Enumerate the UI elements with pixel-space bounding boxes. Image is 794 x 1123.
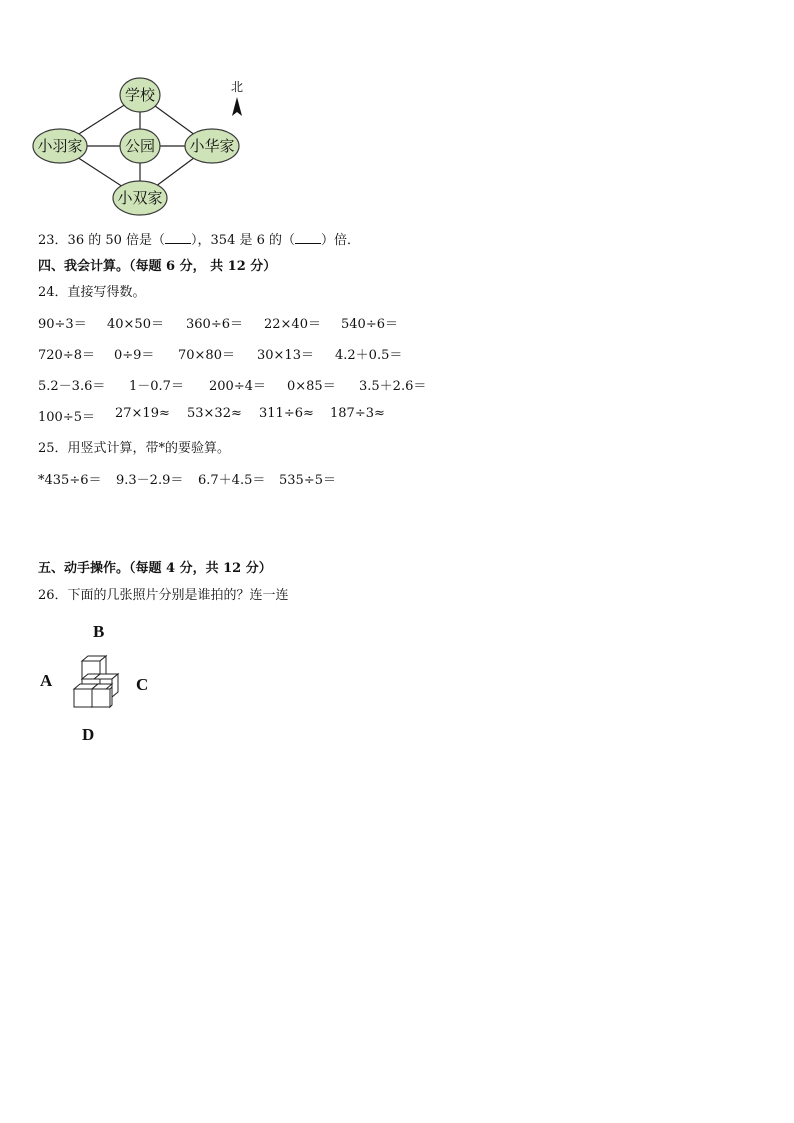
q24-item: 40×50＝: [107, 317, 164, 332]
question-24-title: 24．直接写得数。: [38, 285, 146, 300]
map-node-xiaohua-home: [185, 129, 239, 163]
q25-item: 535÷5＝: [279, 473, 336, 488]
q24-item: 4.2＋0.5＝: [335, 348, 403, 363]
north-indicator: [231, 80, 243, 116]
q24-item: 187÷3≈: [330, 406, 385, 421]
q24-item: 3.5＋2.6＝: [359, 379, 427, 394]
q24-item: 27×19≈: [115, 406, 170, 421]
map-node-school: [120, 78, 160, 112]
q24-item: 540÷6＝: [341, 317, 398, 332]
q25-item: *435÷6＝: [38, 473, 102, 488]
q24-item: 311÷6≈: [259, 406, 314, 421]
view-label-c: C: [136, 675, 149, 694]
q24-item: 90÷3＝: [38, 317, 87, 332]
node-label-xiaoshuang-home: 小双家: [117, 189, 163, 207]
view-label-d: D: [82, 725, 95, 744]
map-node-park: [120, 129, 160, 163]
q24-item: 70×80＝: [178, 348, 235, 363]
q24-item: 5.2－3.6＝: [38, 379, 106, 394]
cube-stack-figure: [68, 655, 124, 713]
q23-text-part3: ）倍．: [321, 233, 361, 248]
q23-answer-blank-1[interactable]: [165, 231, 191, 244]
q24-item: 720÷8＝: [38, 348, 95, 363]
q24-item: 53×32≈: [187, 406, 242, 421]
q23-text-part1: 36 的 50 倍是（: [67, 233, 166, 248]
location-map-diagram: [30, 75, 260, 220]
north-label: 北: [230, 80, 244, 94]
q24-item: 1－0.7＝: [129, 379, 184, 394]
q24-item: 200÷4＝: [209, 379, 266, 394]
map-node-xiaoshuang-home: [113, 181, 167, 215]
node-label-park: 公园: [124, 137, 156, 155]
node-label-xiaohua-home: 小华家: [189, 137, 235, 155]
node-label-xiaoyu-home: 小羽家: [37, 137, 83, 155]
q23-text-part2: ），354 是 6 的（: [191, 233, 296, 248]
question-23: [38, 229, 360, 248]
map-node-xiaoyu-home: [33, 129, 87, 163]
q24-item: 360÷6＝: [186, 317, 243, 332]
q25-item: 6.7＋4.5＝: [198, 473, 266, 488]
q25-item: 9.3－2.9＝: [116, 473, 184, 488]
north-arrow-icon: [232, 97, 242, 116]
q24-item: 30×13＝: [257, 348, 314, 363]
view-label-b: B: [93, 622, 105, 641]
q24-item: 0×85＝: [287, 379, 336, 394]
q23-answer-blank-2[interactable]: [295, 231, 321, 244]
section-4-title: 四、我会计算。（每题 6 分， 共 12 分）: [38, 259, 277, 274]
q24-item: 22×40＝: [264, 317, 321, 332]
node-label-school: 学校: [124, 86, 156, 104]
q24-item: 0÷9＝: [114, 348, 155, 363]
question-25-title: 25．用竖式计算，带*的要验算。: [38, 441, 231, 456]
section-5-title: 五、动手操作。（每题 4 分，共 12 分）: [38, 561, 272, 576]
view-label-a: A: [40, 671, 53, 690]
question-26-title: 26．下面的几张照片分别是谁拍的？连一连: [38, 588, 289, 603]
q24-item: 100÷5＝: [38, 410, 95, 425]
q23-number: 23．: [38, 233, 68, 248]
